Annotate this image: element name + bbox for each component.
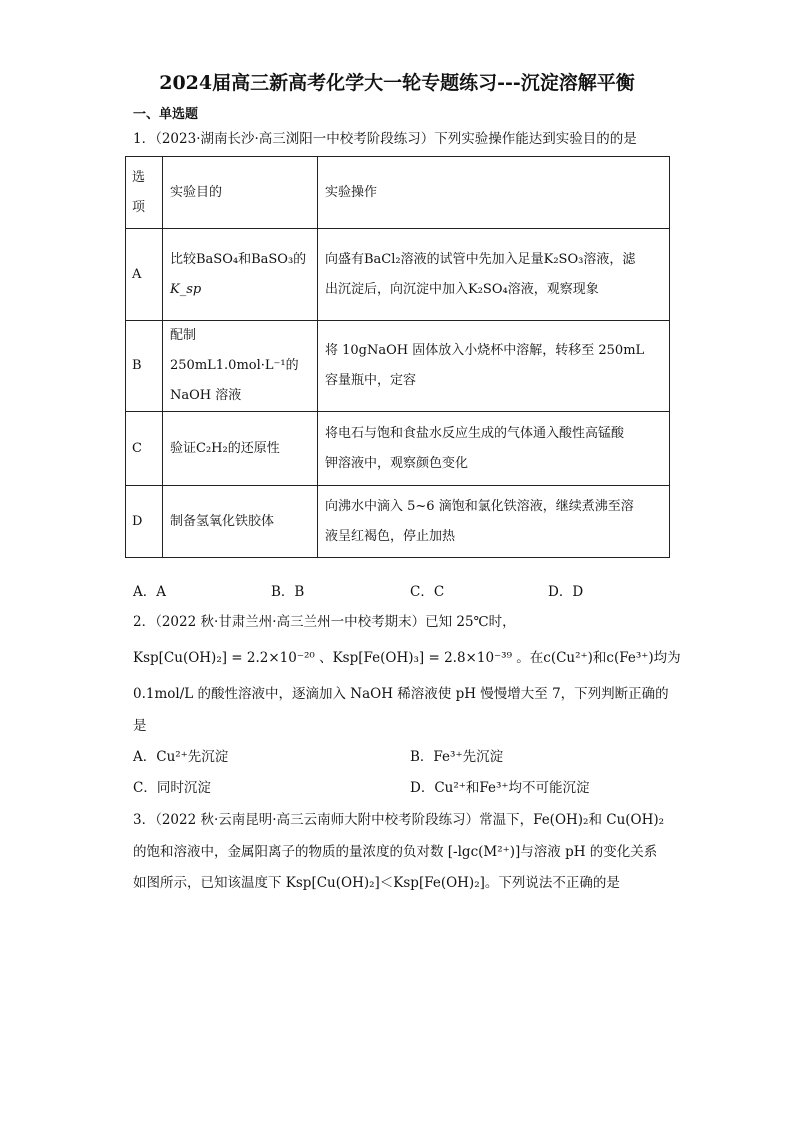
row-aim: 配制250mL1.0mol·L⁻¹的 NaOH 溶液 xyxy=(163,321,318,412)
q3-line2: 的饱和溶液中，金属阳离子的物质的量浓度的负对数 [-lgc(M²⁺)]与溶液 pH 的变化关系 xyxy=(133,844,658,860)
q3-line3: 如图所示，已知该温度下 Ksp[Cu(OH)₂]＜Ksp[Fe(OH)₂]。下列说法不正确的是 xyxy=(133,875,620,891)
choice-d[interactable]: D．D xyxy=(548,584,584,600)
choice-b[interactable]: B．B xyxy=(271,584,305,600)
table-row xyxy=(126,486,670,558)
q2-choice-b[interactable]: B．Fe³⁺先沉淀 xyxy=(410,749,504,765)
q2-stem: 2．（2022 秋·甘肃兰州·高三兰州一中校考期末）已知 25℃时， xyxy=(133,614,516,630)
row-aim: 比较BaSO₄和BaSO₃的 K_sp xyxy=(163,229,318,321)
row-aim: 验证C₂H₂的还原性 xyxy=(163,412,318,486)
q2-formula: Ksp[Cu(OH)₂] = 2.2×10⁻²⁰ 、Ksp[Fe(OH)₃] = 2.8×10⁻³⁹ 。在c(Cu²⁺)和c(Fe³⁺)均为 xyxy=(133,650,681,666)
row-operation: 向盛有BaCl₂溶液的试管中先加入足量K₂SO₃溶液，滤 出沉淀后，向沉淀中加入K₂SO₄溶液，观察现象 xyxy=(318,229,670,321)
row-option: A xyxy=(126,229,163,321)
table-row xyxy=(126,412,670,486)
row-operation: 将 10gNaOH 固体放入小烧杯中溶解，转移至 250mL 容量瓶中，定容 xyxy=(318,321,670,412)
page-title: 2024届高三新高考化学大一轮专题练习---沉淀溶解平衡 xyxy=(159,72,635,94)
table-row xyxy=(126,229,670,321)
q2-choice-c[interactable]: C．同时沉淀 xyxy=(133,780,211,796)
q3-line1: 3．（2022 秋·云南昆明·高三云南师大附中校考阶段练习）常温下，Fe(OH)₂和 Cu(OH)₂ xyxy=(133,812,665,828)
q2-choice-d[interactable]: D．Cu²⁺和Fe³⁺均不可能沉淀 xyxy=(410,780,590,796)
row-aim: 制备氢氧化铁胶体 xyxy=(163,486,318,558)
header-aim: 实验目的 xyxy=(163,157,318,229)
row-option: D xyxy=(126,486,163,558)
q2-choice-a[interactable]: A．Cu²⁺先沉淀 xyxy=(133,749,229,765)
row-operation: 向沸水中滴入 5~6 滴饱和氯化铁溶液，继续煮沸至溶 液呈红褐色，停止加热 xyxy=(318,486,670,558)
section-heading: 一、单选题 xyxy=(133,107,199,122)
row-option: C xyxy=(126,412,163,486)
table-row xyxy=(126,321,670,412)
q1-stem: 1．（2023·湖南长沙·高三浏阳一中校考阶段练习）下列实验操作能达到实验目的的是 xyxy=(133,131,637,147)
header-option: 选 项 xyxy=(126,157,163,229)
q1-table xyxy=(125,156,670,558)
table-header-row xyxy=(126,157,670,229)
q2-line3: 0.1mol/L 的酸性溶液中，逐滴加入 NaOH 稀溶液使 pH 慢慢增大至 7，下列判断正确的 xyxy=(133,686,669,702)
header-operation: 实验操作 xyxy=(318,157,670,229)
choice-a[interactable]: A．A xyxy=(133,584,166,600)
q2-line4: 是 xyxy=(133,718,147,734)
choice-c[interactable]: C．C xyxy=(410,584,445,600)
row-operation: 将电石与饱和食盐水反应生成的气体通入酸性高锰酸 钾溶液中，观察颜色变化 xyxy=(318,412,670,486)
row-option: B xyxy=(126,321,163,412)
